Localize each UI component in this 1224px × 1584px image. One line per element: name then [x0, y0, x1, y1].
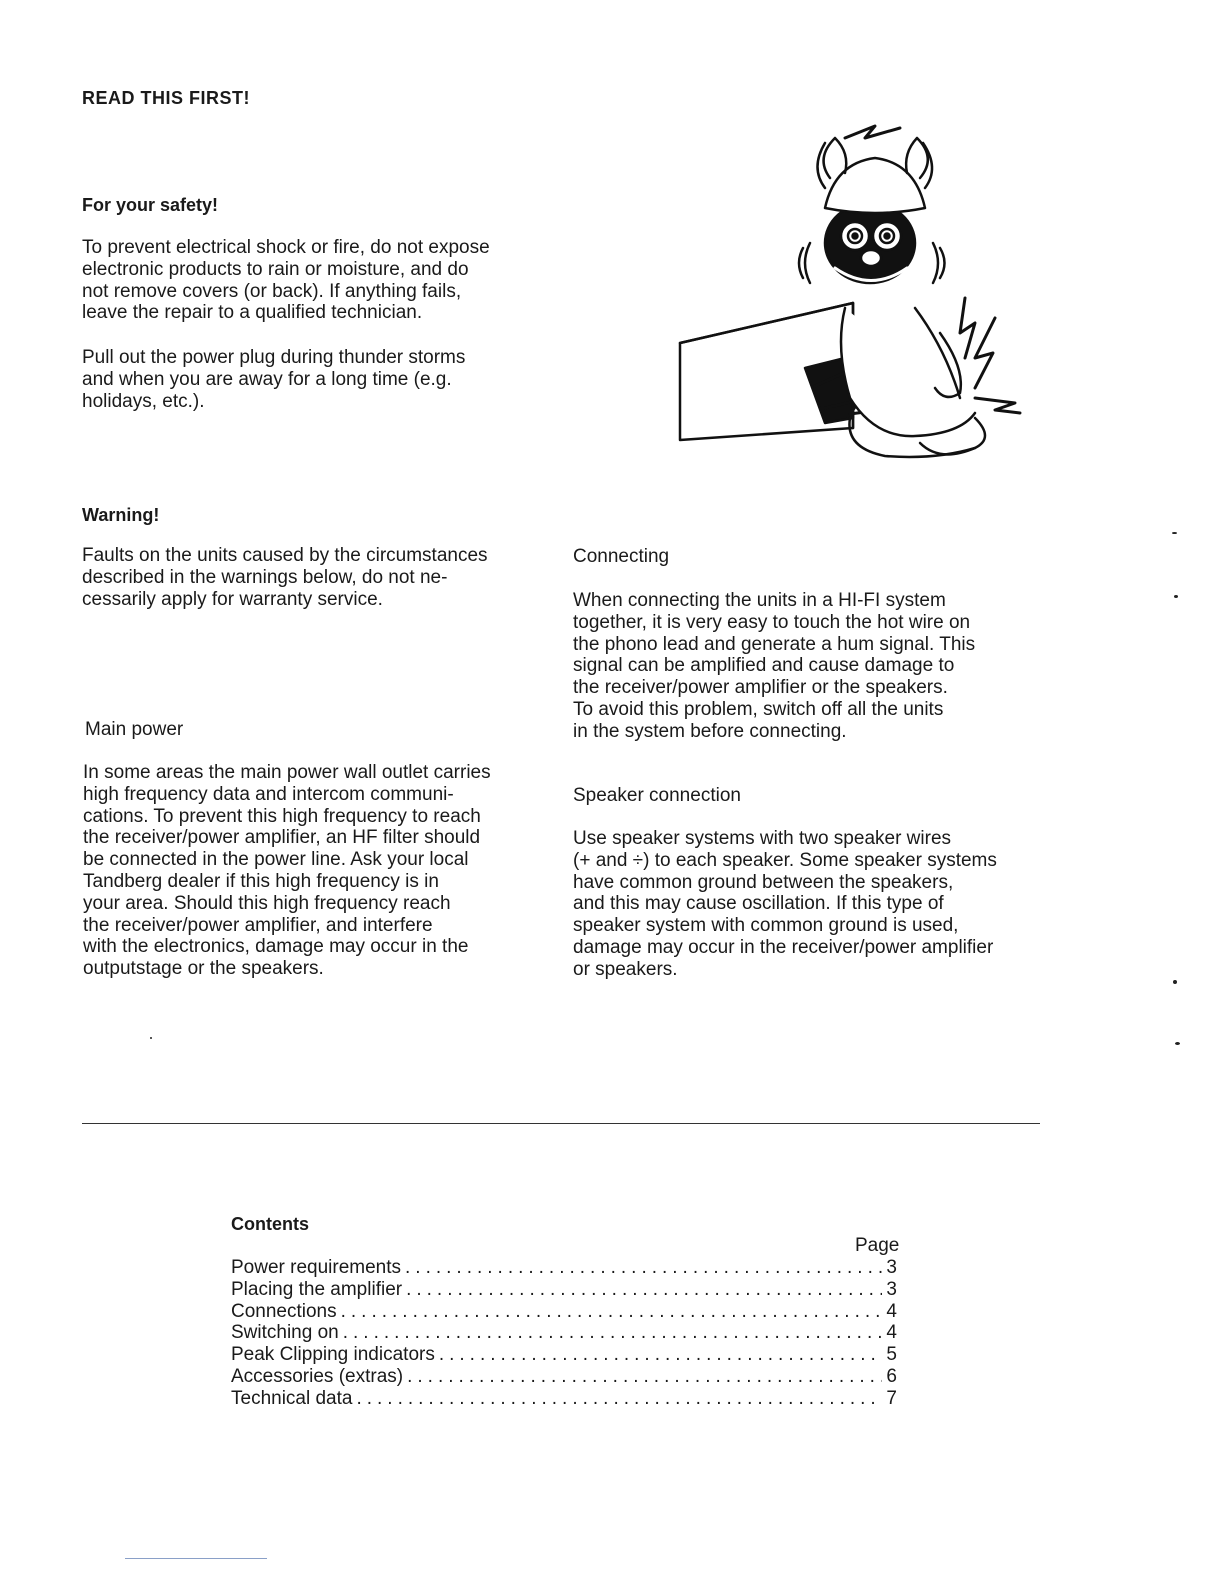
toc-leader-dots: [439, 1344, 883, 1366]
toc-leader-dots: [405, 1257, 882, 1279]
toc-entry-label: Switching on: [231, 1322, 339, 1344]
toc-entry-page: 7: [886, 1387, 897, 1409]
toc-entry-page: 4: [886, 1322, 897, 1344]
safety-paragraph-1: To prevent electrical shock or fire, do not expose electronic products to rain or moisture, and do not remove covers (or back). If anything fails, leave the repair to a qualified technician.: [82, 237, 490, 324]
toc-entry-label: Power requirements: [231, 1257, 402, 1278]
contents-heading: Contents: [231, 1214, 309, 1234]
toc-entry[interactable]: [231, 1366, 897, 1388]
toc-entry-page: 3: [886, 1257, 897, 1278]
toc-entry[interactable]: [231, 1257, 897, 1279]
toc-entry-label: Placing the amplifier: [231, 1278, 403, 1300]
toc-leader-dots: [341, 1301, 883, 1323]
speaker-connection-paragraph: Use speaker systems with two speaker wires (+ and ÷) to each speaker. Some speaker systems have common ground between the speakers, and this may cause oscillation. If this type of speaker system with common ground is used, damage may occur in the receiver/power amplifier or speakers.: [573, 828, 997, 980]
main-power-heading: Main power: [85, 719, 184, 740]
toc-entry[interactable]: [231, 1279, 897, 1301]
footer-line: [125, 1558, 267, 1559]
electric-shock-cartoon-icon: [675, 118, 1035, 468]
toc-leader-dots: [343, 1322, 883, 1344]
toc-entry-page: 4: [886, 1300, 897, 1322]
toc-leader-dots: [356, 1388, 882, 1410]
warning-heading: Warning!: [82, 505, 160, 525]
connecting-paragraph: When connecting the units in a HI-FI system together, it is very easy to touch the hot wire on the phono lead and generate a hum signal. This signal can be amplified and cause damage to the receiver/power amplifier or the speakers. To avoid this problem, switch off all the units in the system before connecting.: [573, 590, 976, 742]
connecting-heading: Connecting: [573, 546, 670, 567]
toc-entry-page: 3: [886, 1278, 897, 1300]
safety-paragraph-2: Pull out the power plug during thunder storms and when you are away for a long time (e.g. holidays, etc.).: [82, 347, 466, 412]
contents-page-label: Page: [855, 1235, 900, 1256]
main-power-paragraph: In some areas the main power wall outlet carries high frequency data and intercom communi- cations. To prevent this high frequency to reach the receiver/power amplifier, an HF filter should be connected in the power line. Ask your local Tandberg dealer if this high frequency is in your area. Should this high frequency reach the receiver/power amplifier, and interfere with the electronics, damage may occur in the outputstage or the speakers.: [83, 762, 491, 980]
section-divider: [82, 1123, 1040, 1124]
page-title: READ THIS FIRST!: [82, 88, 250, 108]
toc-entry-label: Peak Clipping indicators: [231, 1344, 435, 1366]
toc-entry-label: Accessories (extras): [231, 1365, 404, 1387]
toc-entry[interactable]: [231, 1344, 897, 1366]
toc-entry-label: Technical data: [231, 1387, 353, 1409]
toc-leader-dots: [407, 1366, 882, 1388]
warning-paragraph: Faults on the units caused by the circumstances described in the warnings below, do not ne- cessarily apply for warranty service.: [82, 545, 488, 610]
table-of-contents: [231, 1257, 897, 1410]
safety-heading: For your safety!: [82, 195, 219, 215]
toc-entry-page: 6: [886, 1365, 897, 1387]
toc-entry[interactable]: [231, 1301, 897, 1323]
toc-entry-label: Connections: [231, 1300, 337, 1322]
toc-entry[interactable]: [231, 1388, 897, 1410]
toc-entry[interactable]: [231, 1322, 897, 1344]
toc-leader-dots: [406, 1279, 882, 1301]
toc-entry-page: 5: [886, 1344, 897, 1366]
speaker-connection-heading: Speaker connection: [573, 785, 741, 806]
